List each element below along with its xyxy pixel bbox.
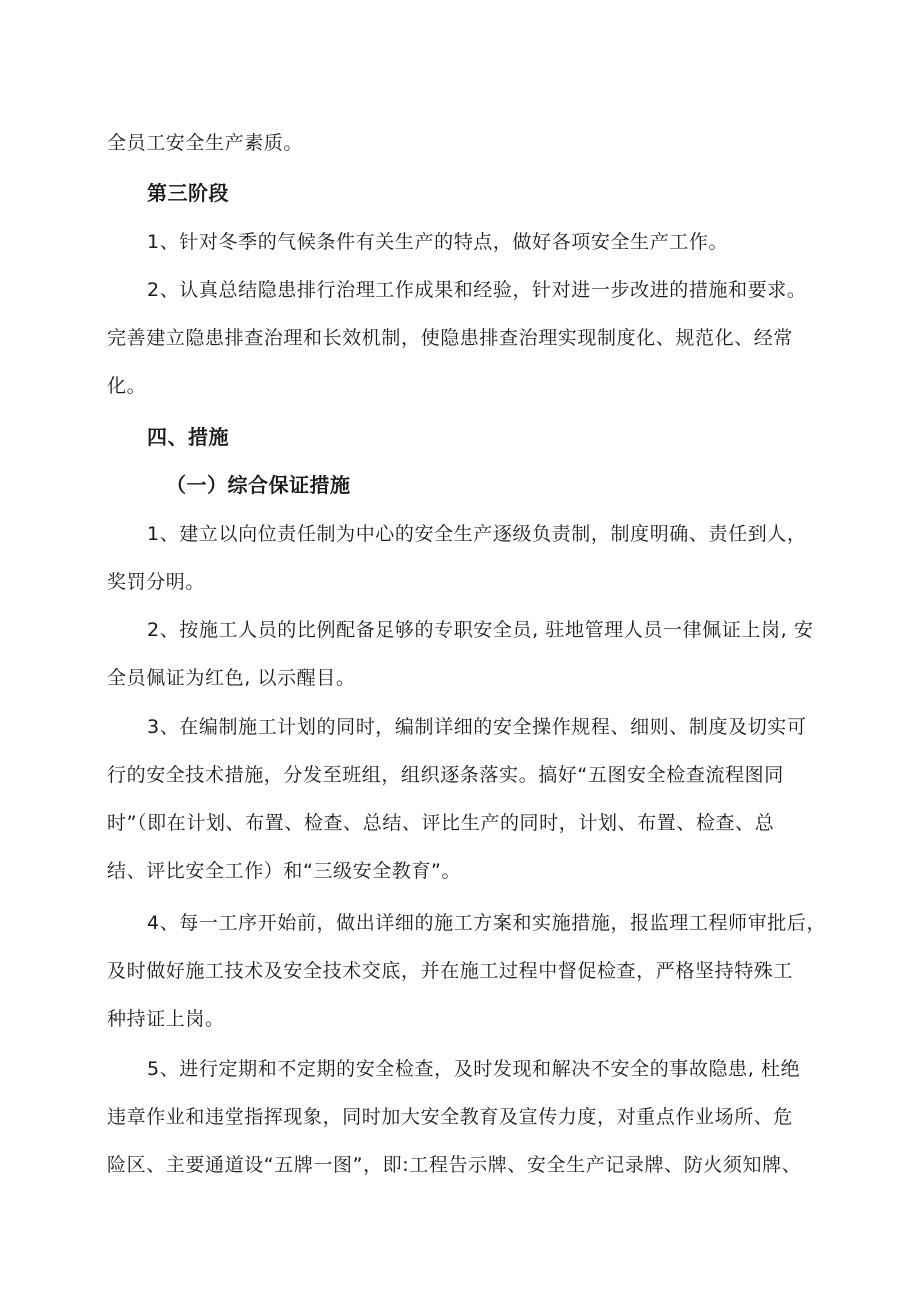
paragraph-line: 及时做好施工技术及安全技术交底，并在施工过程中督促检查，严格坚持特殊工 <box>107 960 794 982</box>
paragraph-line: 行的安全技术措施，分发至班组，组织逐条落实。搞好“五图安全检查流程图同 <box>107 764 784 786</box>
paragraph-line: 种持证上岗。 <box>107 1008 225 1030</box>
paragraph-line: 奖罚分明。 <box>107 571 206 593</box>
paragraph-line: 违章作业和违堂指挥现象，同时加大安全教育及宣传力度，对重点作业场所、危 <box>107 1106 794 1128</box>
section-heading-stage-three: 第三阶段 <box>147 181 229 205</box>
paragraph-line: 完善建立隐患排查治理和长效机制，使隐患排查治理实现制度化、规范化、经常 <box>107 327 794 349</box>
paragraph-line: 4、每一工序开始前，做出详细的施工方案和实施措施，报监理工程师审批后， <box>147 912 827 934</box>
paragraph-line: 1、建立以向位责任制为中心的安全生产逐级负责制，制度明确、责任到人， <box>147 523 807 545</box>
paragraph-line: 化。 <box>107 375 147 397</box>
paragraph-line: 时”（即在计划、布置、检查、总结、评比生产的同时，计划、布置、检查、总 <box>107 812 775 834</box>
paragraph-line: 2、认真总结隐患排行治理工作成果和经验，针对进一步改进的措施和要求。 <box>147 279 807 301</box>
paragraph-line: 险区、主要通道设“五牌一图”，即:工程告示牌、安全生产记录牌、防火须知牌、 <box>107 1154 802 1176</box>
section-heading-measures: 四、措施 <box>147 425 229 449</box>
paragraph-line: 全员佩证为红色, 以示醒目。 <box>107 667 356 689</box>
paragraph-line: 2、按施工人员的比例配备足够的专职安全员, 驻地管理人员一律佩证上岗, 安 <box>147 619 814 641</box>
sub-heading-comprehensive-measures: （一）综合保证措施 <box>166 473 351 497</box>
paragraph-line: 结、评比安全工作）和“三级安全教育”。 <box>107 860 462 882</box>
paragraph-line: 5、进行定期和不定期的安全检查，及时发现和解决不安全的事故隐患, 杜绝 <box>147 1058 801 1080</box>
paragraph-line: 1、针对冬季的气候条件有关生产的特点，做好各项安全生产工作。 <box>147 231 729 253</box>
paragraph-line: 全员工安全生产素质。 <box>107 132 304 154</box>
paragraph-line: 3、在编制施工计划的同时，编制详细的安全操作规程、细则、制度及切实可 <box>147 716 807 738</box>
